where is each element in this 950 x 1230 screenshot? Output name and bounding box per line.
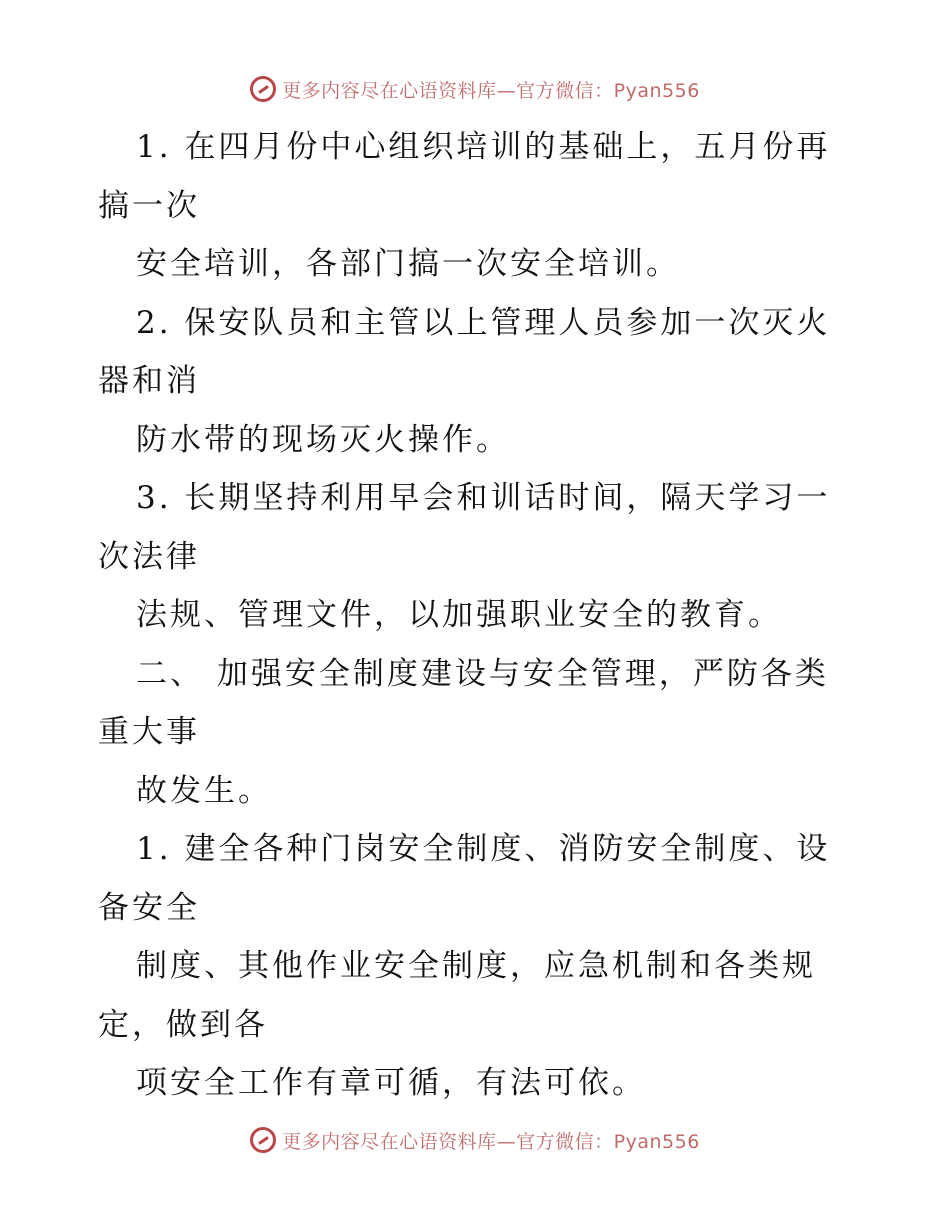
paragraph-line: 3. 长期坚持利用早会和训话时间，隔天学习一 xyxy=(136,480,831,516)
footer-watermark xyxy=(0,1123,950,1157)
paragraph-line: 次法律 xyxy=(98,538,200,575)
section-heading-line: 重大事 xyxy=(98,714,200,750)
paragraph-line: 定，做到各 xyxy=(98,1006,268,1043)
paragraph-line: 器和消 xyxy=(98,363,200,399)
paragraph-line: 1. 在四月份中心组织培训的基础上，五月份再 xyxy=(136,129,831,165)
paragraph-line: 防水带的现场灭火操作。 xyxy=(136,421,510,458)
paragraph-line: 2. 保安队员和主管以上管理人员参加一次灭火 xyxy=(136,304,831,341)
section-heading-line: 故发生。 xyxy=(136,772,272,809)
paragraph-line: 项安全工作有章可循，有法可依。 xyxy=(136,1065,646,1101)
paragraph-line: 制度、其他作业安全制度，应急机制和各类规 xyxy=(136,948,816,984)
paragraph-line: 备安全 xyxy=(98,889,200,926)
section-heading-line: 二、 加强安全制度建设与安全管理，严防各类 xyxy=(136,655,829,692)
watermark-text: 更多内容尽在心语资料库—官方微信：Pyan556 xyxy=(282,1130,700,1153)
document-body xyxy=(98,118,838,1113)
paragraph-line: 安全培训，各部门搞一次安全培训。 xyxy=(136,246,680,282)
paragraph-line: 搞一次 xyxy=(98,187,200,224)
paragraph-line: 法规、管理文件，以加强职业安全的教育。 xyxy=(136,597,782,633)
paragraph-line: 1. 建全各种门岗安全制度、消防安全制度、设 xyxy=(136,831,831,867)
watermark-logo-icon xyxy=(250,1127,276,1153)
watermark-text: 更多内容尽在心语资料库—官方微信：Pyan556 xyxy=(282,79,700,102)
watermark-logo-icon xyxy=(250,76,276,102)
header-watermark xyxy=(0,72,950,106)
